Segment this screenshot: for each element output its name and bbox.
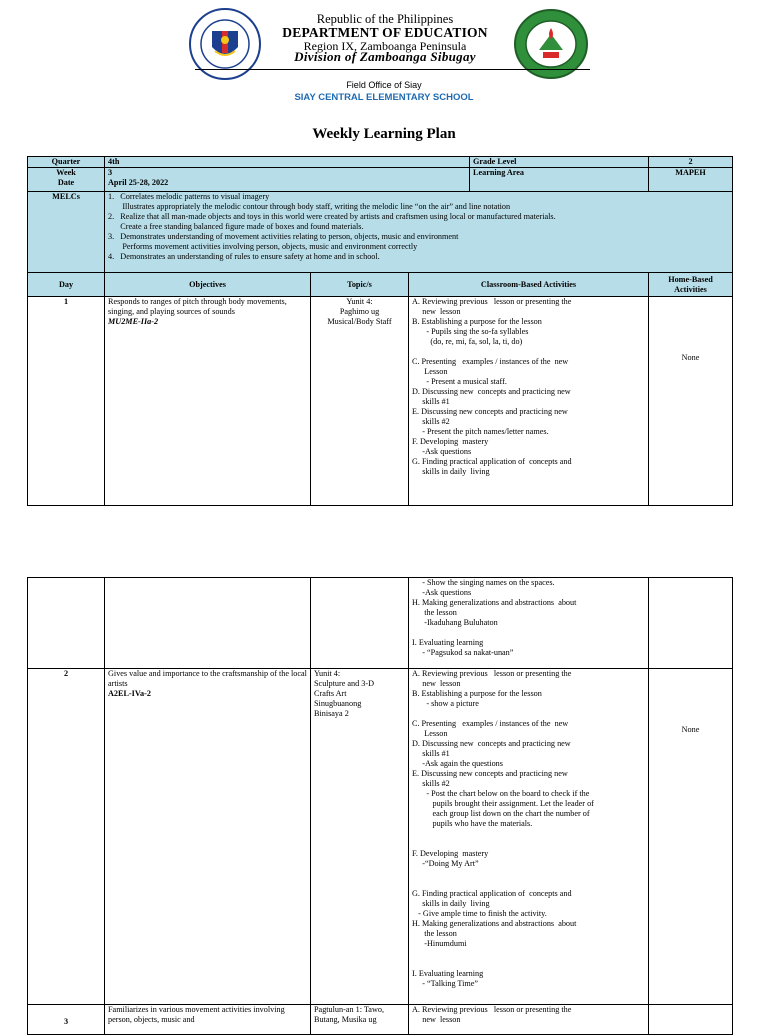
activity-line: - Present a musical staff. xyxy=(412,377,507,386)
activity-line: D. Discussing new concepts and practicing new xyxy=(412,387,571,396)
activity-line: Lesson xyxy=(412,729,448,738)
melc-line: 1. Correlates melodic patterns to visual imagery xyxy=(108,192,270,201)
activity-line: - “Talking Time” xyxy=(412,979,479,988)
week-date-labels xyxy=(28,168,105,192)
activity-line: D. Discussing new concepts and practicing new xyxy=(412,739,571,748)
activities-cell xyxy=(409,1005,649,1035)
topic-cell: Pagtulun-an 1: Tawo, Butang, Musika ug xyxy=(311,1005,409,1035)
activity-line: -Ikaduhang Buluhaton xyxy=(412,618,498,627)
activity-line: E. Discussing new concepts and practicing new xyxy=(412,407,568,416)
field-office: Field Office of Siay xyxy=(346,80,422,90)
activity-line: pupils who have the materials. xyxy=(412,819,533,828)
header-rule xyxy=(195,69,590,70)
table-row xyxy=(28,578,733,669)
melc-line: Create a free standing balanced figure made of boxes and found materials. xyxy=(108,222,364,231)
republic-line: Republic of the Philippines xyxy=(316,12,454,26)
region-line: Region IX, Zamboanga Peninsula xyxy=(303,39,467,53)
competency-code: A2EL-IVa-2 xyxy=(108,689,151,698)
activity-line: new lesson xyxy=(412,1015,461,1024)
objective-cell xyxy=(105,669,311,1005)
activity-line: B. Establishing a purpose for the lesson xyxy=(412,689,542,698)
activity-line: - Post the chart below on the board to check if the xyxy=(412,789,590,798)
activity-line: each group list down on the chart the number of xyxy=(412,809,590,818)
activity-line: A. Reviewing previous lesson or presenting the xyxy=(412,1005,572,1014)
activity-line: skills #2 xyxy=(412,779,450,788)
activity-line: skills in daily living xyxy=(412,467,490,476)
activity-line: - “Pagsukod sa nakat-unan” xyxy=(412,648,514,657)
melcs-label: MELCs xyxy=(28,192,105,273)
activity-line: A. Reviewing previous lesson or presenting the xyxy=(412,297,572,306)
activity-line: -Ask questions xyxy=(412,588,472,597)
date-label: Date xyxy=(57,178,75,187)
week-value: 3 xyxy=(108,168,113,177)
activity-line: Lesson xyxy=(412,367,448,376)
activity-line: G. Finding practical application of concepts and xyxy=(412,457,572,466)
activity-line: -Ask again the questions xyxy=(412,759,503,768)
activity-line: - Give ample time to finish the activity. xyxy=(412,909,547,918)
activities-cell xyxy=(409,578,649,669)
objective-cell xyxy=(105,297,311,506)
learning-plan-table-page1 xyxy=(27,156,733,506)
activity-line: - show a picture xyxy=(412,699,479,708)
activity-line: I. Evaluating learning xyxy=(412,969,484,978)
objective-cell: Familiarizes in various movement activities involving person, objects, music and xyxy=(105,1005,311,1035)
day-cell: 2 xyxy=(28,669,105,1005)
column-header-day: Day xyxy=(28,273,105,297)
learning-area-value: MAPEH xyxy=(649,168,733,192)
objective-cell xyxy=(105,578,311,669)
home-cell: None xyxy=(649,297,733,506)
activity-line: skills #1 xyxy=(412,749,450,758)
activity-line: B. Establishing a purpose for the lesson xyxy=(412,317,542,326)
activity-line xyxy=(412,879,645,889)
activity-line: F. Developing mastery xyxy=(412,437,489,446)
activity-line: F. Developing mastery xyxy=(412,849,489,858)
day-cell: 1 xyxy=(28,297,105,506)
activity-line: skills in daily living xyxy=(412,899,490,908)
activity-line xyxy=(412,959,645,969)
activities-cell xyxy=(409,297,649,506)
competency-code: MU2ME-IIa-2 xyxy=(108,317,159,326)
learning-plan-table-page2 xyxy=(27,577,733,1035)
activity-line: (do, re, mi, fa, sol, la, ti, do) xyxy=(412,337,523,346)
table-row xyxy=(28,1005,733,1035)
activity-line: - Present the pitch names/letter names. xyxy=(412,427,549,436)
date-value: April 25-28, 2022 xyxy=(108,178,169,187)
activity-line: C. Presenting examples / instances of the new xyxy=(412,719,569,728)
melc-line: 4. Demonstrates an understanding of rules to ensure safety at home and in school. xyxy=(108,252,380,261)
activity-line xyxy=(412,869,645,879)
activity-line: -Hinumdumi xyxy=(412,939,467,948)
column-header-objectives: Objectives xyxy=(105,273,311,297)
activity-line: H. Making generalizations and abstractions about xyxy=(412,598,577,607)
topic-cell: Yunit 4: Paghimo ug Musical/Body Staff xyxy=(311,297,409,506)
melc-line: Performs movement activities involving person, objects, music and environment correctly xyxy=(108,242,418,251)
activity-line xyxy=(412,347,645,357)
grade-level-label: Grade Level xyxy=(470,157,649,168)
column-header-classroom: Classroom-Based Activities xyxy=(409,273,649,297)
day-cell xyxy=(28,578,105,669)
activity-line: new lesson xyxy=(412,679,461,688)
department-line: DEPARTMENT OF EDUCATION xyxy=(282,25,488,40)
activity-line: - Pupils sing the so-fa syllables xyxy=(412,327,529,336)
activity-line: A. Reviewing previous lesson or presenting the xyxy=(412,669,572,678)
activity-line: skills #2 xyxy=(412,417,450,426)
home-cell: None xyxy=(649,669,733,1005)
melc-line: Illustrates appropriately the melodic contour through body staff, writing the melodic line “on the air” and line notation xyxy=(108,202,511,211)
activity-line: -“Doing My Art” xyxy=(412,859,479,868)
topic-cell xyxy=(311,578,409,669)
activity-line: new lesson xyxy=(412,307,461,316)
grade-level-value: 2 xyxy=(649,157,733,168)
activity-line: skills #1 xyxy=(412,397,450,406)
home-cell xyxy=(649,1005,733,1035)
page-title: Weekly Learning Plan xyxy=(312,126,456,142)
column-header-home: Home-Based Activities xyxy=(649,273,733,297)
division-line: Division of Zamboanga Sibugay xyxy=(294,49,476,64)
activity-line xyxy=(412,839,645,849)
day-cell: 3 xyxy=(28,1005,105,1035)
objective-text: Gives value and importance to the craftsmanship of the local artists xyxy=(108,669,307,688)
activity-line: the lesson xyxy=(412,608,457,617)
objective-text: Responds to ranges of pitch through body movements, singing, and playing sources of sounds xyxy=(108,297,287,316)
home-cell xyxy=(649,578,733,669)
activity-line: - Show the singing names on the spaces. xyxy=(412,578,555,587)
quarter-label: Quarter xyxy=(28,157,105,168)
activity-line: C. Presenting examples / instances of the new xyxy=(412,357,569,366)
activity-line xyxy=(412,829,645,839)
activity-line xyxy=(412,949,645,959)
activity-line: -Ask questions xyxy=(412,447,472,456)
activity-line: the lesson xyxy=(412,929,457,938)
week-label: Week xyxy=(56,168,76,177)
table-row xyxy=(28,297,733,506)
activity-line xyxy=(412,628,645,638)
melcs-list xyxy=(105,192,733,273)
activity-line: pupils brought their assignment. Let the leader of xyxy=(412,799,594,808)
learning-area-label: Learning Area xyxy=(470,168,649,192)
school-name: SIAY CENTRAL ELEMENTARY SCHOOL xyxy=(294,92,474,103)
week-date-values xyxy=(105,168,470,192)
melc-line: 2. Realize that all man-made objects and toys in this world were created by artists and craftsmen using local or manufactured materials. xyxy=(108,212,556,221)
activities-cell xyxy=(409,669,649,1005)
activity-line: G. Finding practical application of concepts and xyxy=(412,889,572,898)
melc-line: 3. Demonstrates understanding of movement activities relating to person, objects, music and environment xyxy=(108,232,459,241)
activity-line: H. Making generalizations and abstractions about xyxy=(412,919,577,928)
activity-line: I. Evaluating learning xyxy=(412,638,484,647)
quarter-value: 4th xyxy=(105,157,470,168)
table-row xyxy=(28,669,733,1005)
topic-cell: Yunit 4: Sculpture and 3-D Crafts Art Sinugbuanong Binisaya 2 xyxy=(311,669,409,1005)
column-header-topics: Topic/s xyxy=(311,273,409,297)
activity-line xyxy=(412,709,645,719)
activity-line: E. Discussing new concepts and practicing new xyxy=(412,769,568,778)
